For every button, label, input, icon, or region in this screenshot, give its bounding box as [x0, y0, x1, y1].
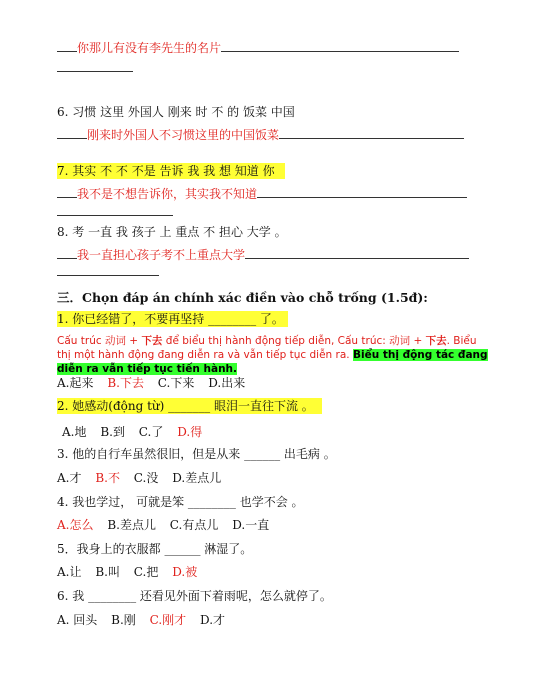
option-c: C.没 — [133, 471, 159, 485]
note-text: để biểu thị hành động tiếp diễn, Cấu trúc: 动词 + — [162, 335, 426, 347]
option-c: C.刚才 — [149, 613, 187, 627]
section3-title: 三．Chọn đáp án chính xác điền vào chỗ trống (1.5đ): — [57, 290, 428, 305]
blank — [245, 248, 469, 259]
option-b: B.叫 — [95, 565, 120, 579]
mc2-question: 2. 她感动(động từ) _______ 眼泪一直往下流 。 — [57, 398, 322, 414]
mc2-options — [62, 424, 202, 440]
option-d: D.得 — [177, 425, 203, 439]
mc6-question: 6. 我 ________ 还看见外面下着雨呢，怎么就停了。 — [57, 589, 332, 603]
option-d: D.一直 — [232, 518, 270, 532]
note-text: . Biểu thị một hành động đang diễn ra và vẫn tiếp tục diễn ra. — [57, 335, 477, 361]
mc1-explanation — [57, 334, 489, 376]
option-b: B.差点儿 — [107, 518, 156, 532]
option-c: C.了 — [138, 425, 164, 439]
q7-answer-line — [57, 186, 467, 202]
option-d: D.才 — [200, 613, 226, 627]
mc5-question: 5．我身上的衣服都 ______ 淋湿了。 — [57, 542, 253, 556]
blank — [57, 248, 77, 259]
q8-prompt: 8. 考 一直 我 孩子 上 重点 不 担心 大学 。 — [57, 225, 287, 239]
option-a: A.起来 — [57, 376, 94, 390]
blank — [57, 187, 77, 198]
option-a: A.地 — [62, 425, 87, 439]
mc3-question: 3. 他的自行车虽然很旧，但是从来 ______ 出毛病 。 — [57, 447, 336, 461]
option-b: B.下去 — [107, 376, 144, 390]
blank — [221, 41, 459, 52]
mc1-options — [57, 375, 245, 391]
blank — [257, 187, 467, 198]
option-d: D.差点儿 — [172, 471, 222, 485]
note-text: Cấu trúc 动词 + — [57, 335, 142, 347]
mc1-question: 1. 你已经错了，不要再坚持 ________ 了。 — [57, 311, 288, 327]
blank — [279, 128, 464, 139]
blank — [57, 41, 77, 52]
option-d: D.出来 — [208, 376, 246, 390]
q6-answer-line — [57, 127, 464, 143]
q5-answer-line — [57, 40, 459, 56]
mc4-question: 4. 我也学过， 可就是笨 ________ 也学不会 。 — [57, 495, 304, 509]
option-c: C.有点儿 — [169, 518, 219, 532]
answer-tail-line — [57, 215, 173, 216]
mc4-options — [57, 517, 269, 533]
mc3-options — [57, 470, 221, 486]
q6-answer: 刚来时外国人不习惯这里的中国饭菜 — [87, 128, 280, 142]
q5-answer: 你那儿有没有李先生的名片 — [77, 41, 222, 55]
note-highlight: Biểu thị động tác đang diễn ra vẫn tiếp tục tiến hành. — [57, 349, 488, 375]
option-b: B.不 — [95, 471, 120, 485]
option-d: D.被 — [172, 565, 198, 579]
q6-prompt: 6. 习惯 这里 外国人 刚来 时 不 的 饭菜 中国 — [57, 105, 295, 119]
q7-answer: 我不是不想告诉你，其实我不知道 — [77, 187, 258, 201]
note-keyword: 下去 — [425, 335, 447, 347]
q7-prompt: 7. 其实 不 不 不是 告诉 我 我 想 知道 你 — [57, 163, 285, 179]
option-a: A. 回头 — [57, 613, 98, 627]
answer-tail-line — [57, 71, 133, 72]
option-a: A.让 — [57, 565, 82, 579]
option-b: B.到 — [100, 425, 125, 439]
option-a: A.才 — [57, 471, 82, 485]
q8-answer: 我一直担心孩子考不上重点大学 — [77, 248, 246, 262]
option-c: C.把 — [133, 565, 159, 579]
q8-answer-line — [57, 247, 469, 263]
answer-tail-line — [57, 275, 159, 276]
mc5-options — [57, 564, 197, 580]
note-keyword: 下去 — [141, 335, 163, 347]
blank — [57, 128, 87, 139]
option-c: C.下来 — [157, 376, 195, 390]
mc6-options — [57, 612, 225, 628]
option-b: B.刚 — [111, 613, 136, 627]
option-a: A.怎么 — [57, 518, 94, 532]
